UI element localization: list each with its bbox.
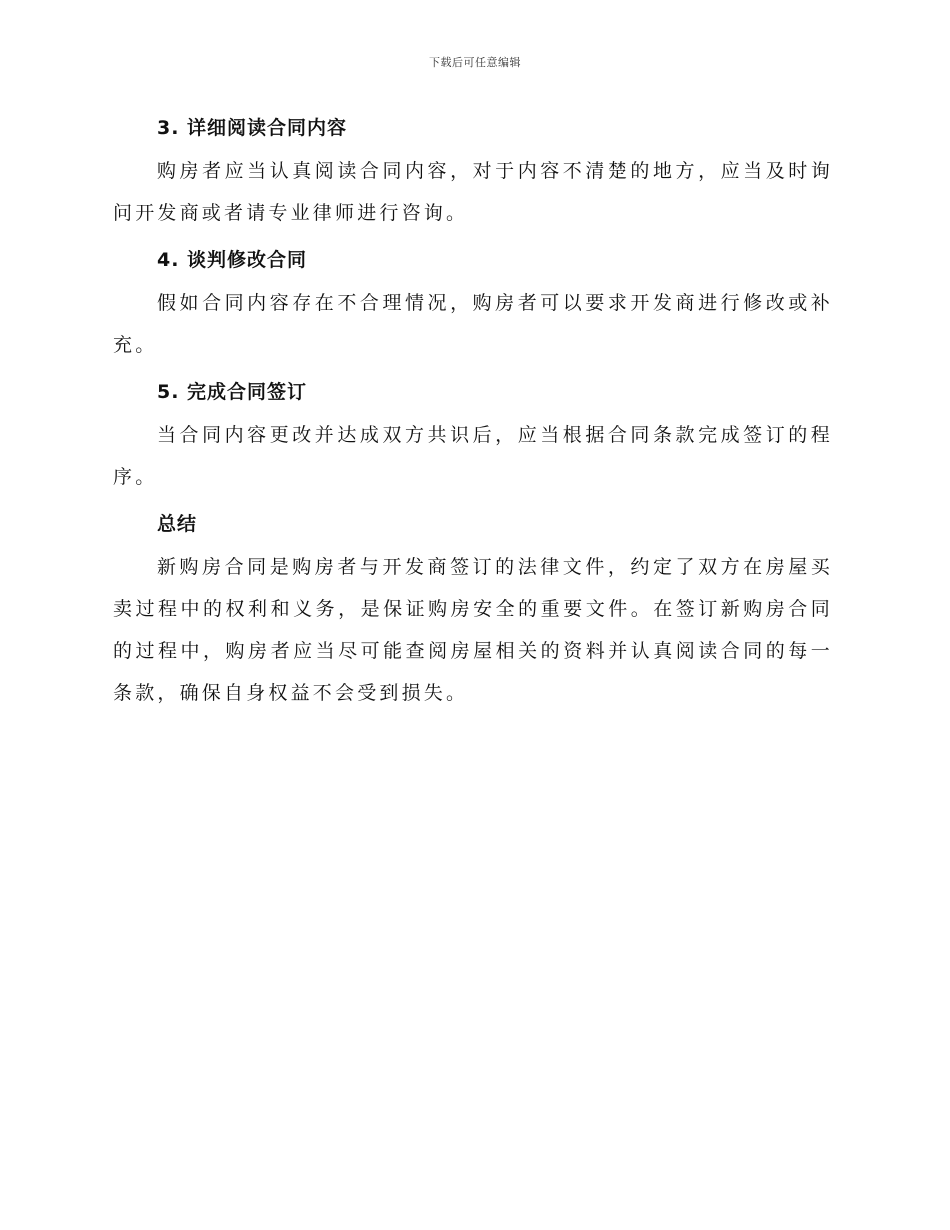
section-read-contract	[113, 112, 833, 234]
section-heading: 4. 谈判修改合同	[157, 249, 308, 271]
section-heading: 总结	[157, 513, 198, 535]
section-negotiate-contract	[113, 244, 833, 366]
section-heading: 3. 详细阅读合同内容	[157, 117, 348, 139]
section-paragraph: 购房者应当认真阅读合同内容，对于内容不清楚的地方，应当及时询问开发商或者请专业律师进行咨询。	[113, 160, 833, 224]
running-header: 下载后可任意编辑	[429, 56, 521, 69]
section-sign-contract	[113, 376, 833, 498]
section-heading: 5. 完成合同签订	[157, 381, 308, 403]
section-paragraph: 假如合同内容存在不合理情况，购房者可以要求开发商进行修改或补充。	[113, 292, 833, 356]
section-paragraph: 新购房合同是购房者与开发商签订的法律文件，约定了双方在房屋买卖过程中的权利和义务，是保证购房安全的重要文件。在签订新购房合同的过程中，购房者应当尽可能查阅房屋相关的资料并认真阅读合同的每一条款，确保自身权益不会受到损失。	[113, 556, 833, 704]
section-summary	[113, 508, 833, 714]
document-body	[113, 112, 833, 724]
section-paragraph: 当合同内容更改并达成双方共识后，应当根据合同条款完成签订的程序。	[113, 424, 833, 488]
